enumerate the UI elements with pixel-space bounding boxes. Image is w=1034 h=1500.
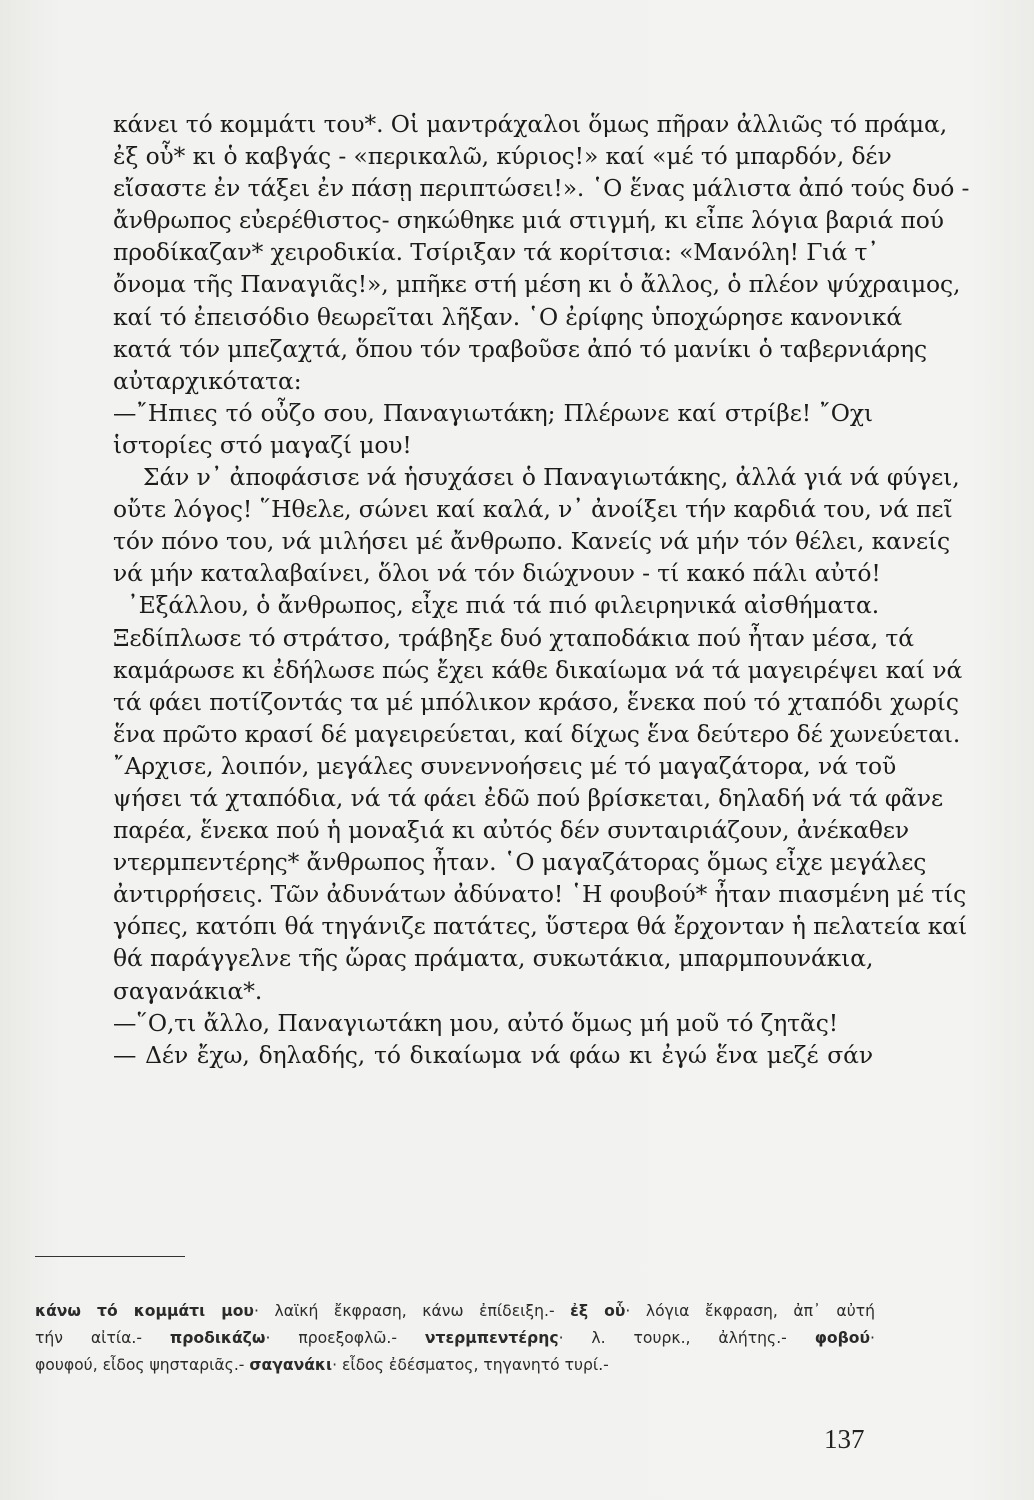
text-line: εἴσαστε ἐν τάξει ἐν πάσῃ περιπτώσει!». ῾Ο ἕνας μάλιστα ἀπό τούς δυό -: [113, 174, 970, 203]
main-text: [113, 108, 970, 1071]
text-line: θά παράγγελνε τῆς ὥρας πράματα, συκωτάκια, μπαρμπουνάκια,: [113, 944, 874, 973]
text-line: οὔτε λόγος! ῞Ηθελε, σώνει καί καλά, ν᾽ ἀνοίξει τήν καρδιά του, νά πεῖ: [113, 495, 953, 524]
footnote-definition: τήν αἰτία.-: [35, 1329, 170, 1347]
footnote-definition: ·: [870, 1329, 875, 1347]
text-line: ἱστορίες στό μαγαζί μου!: [113, 430, 412, 459]
text-line: κατά τόν μπεζαχτά, ὅπου τόν τραβοῦσε ἀπό τό μανίκι ὁ ταβερνιάρης: [113, 334, 927, 363]
text-line: ἕνα πρῶτο κρασί δέ μαγειρεύεται, καί δίχως ἕνα δεύτερο δέ χωνεύεται.: [113, 719, 961, 748]
footnote-line: [35, 1325, 875, 1352]
footnote-definition: · λαϊκή ἔκφραση, κάνω ἐπίδειξη.-: [253, 1302, 571, 1320]
footnote-term: κάνω τό κομμάτι μου: [35, 1302, 254, 1320]
footnote-definition: · εἶδος ἐδέσματος, τηγανητό τυρί.-: [332, 1356, 609, 1374]
footnote-divider: [35, 1256, 185, 1257]
text-line: ἐξ οὗ* κι ὁ καβγάς - «περικαλῶ, κύριος!» καί «μέ τό μπαρδόν, δέν: [113, 142, 892, 171]
footnote-term: προδικάζω: [169, 1329, 266, 1347]
footnote-definition: · λ. τουρκ., ἀλήτης.-: [558, 1329, 815, 1347]
text-line: καμάρωσε κι ἐδήλωσε πώς ἔχει κάθε δικαίωμα νά τά μαγειρέψει καί νά: [113, 655, 963, 684]
text-line: γόπες, κατόπι θά τηγάνιζε πατάτες, ὕστερα θά ἔρχονταν ἡ πελατεία καί: [113, 912, 968, 941]
paragraph-start-line: Σάν ν᾽ ἀποφάσισε νά ἡσυχάσει ὁ Παναγιωτάκης, ἀλλά γιά νά φύγει,: [143, 463, 960, 492]
footnote-line: [35, 1298, 875, 1325]
text-line: ἀντιρρήσεις. Τῶν ἀδυνάτων ἀδύνατο! ῾Η φουβού* ἦταν πιασμένη μέ τίς: [113, 880, 967, 909]
text-line: κάνει τό κομμάτι του*. Οἱ μαντράχαλοι ὅμως πῆραν ἀλλιῶς τό πράμα,: [113, 110, 948, 138]
text-line: Ξεδίπλωσε τό στράτσο, τράβηξε δυό χταποδάκια πού ἦταν μέσα, τά: [113, 623, 914, 652]
footnote-term: ντερμπεντέρης: [424, 1329, 559, 1347]
text-line: καί τό ἐπεισόδιο θεωρεῖται λῆξαν. ῾Ο ἐρίφης ὑποχώρησε κανονικά: [113, 302, 903, 331]
footnote-definition: · προεξοφλῶ.-: [265, 1329, 425, 1347]
dialogue-line: —῎Ηπιες τό οὖζο σου, Παναγιωτάκη; Πλέρωνε καί στρίβε! ῎Οχι: [113, 398, 873, 427]
text-line: τόν πόνο του, νά μιλήσει μέ ἄνθρωπο. Κανείς νά μήν τόν θέλει, κανείς: [113, 527, 951, 556]
text-line: ὄνομα τῆς Παναγιᾶς!», μπῆκε στή μέση κι ὁ ἄλλος, ὁ πλέον ψύχραιμος,: [113, 270, 961, 299]
text-line: τά φάει ποτίζοντάς τα μέ μπόλικον κράσο, ἕνεκα πού τό χταπόδι χωρίς: [113, 687, 959, 716]
text-line: αὐταρχικότατα:: [113, 366, 302, 395]
text-line: παρέα, ἕνεκα πού ἡ μοναξιά κι αὐτός δέν συνταιριάζουν, ἀνέκαθεν: [113, 816, 910, 845]
text-line: ψήσει τά χταπόδια, νά τά φάει ἐδῶ πού βρίσκεται, δηλαδή νά τά φᾶνε: [113, 783, 943, 812]
page-number: 137: [824, 1424, 865, 1454]
footnote-definition: φουφού, εἶδος ψησταριᾶς.-: [35, 1356, 250, 1374]
text-line: ῎Αρχισε, λοιπόν, μεγάλες συνεννοήσεις μέ τό μαγαζάτορα, νά τοῦ: [113, 751, 897, 780]
footnote-line: [35, 1352, 875, 1379]
text-line: ντερμπεντέρης* ἄνθρωπος ἦταν. ῾Ο μαγαζάτορας ὅμως εἶχε μεγάλες: [113, 848, 927, 877]
text-line: ἄνθρωπος εὐερέθιστος- σηκώθηκε μιά στιγμή, κι εἶπε λόγια βαριά πού: [113, 206, 944, 235]
dialogue-line: —῞Ο,τι ἄλλο, Παναγιωτάκη μου, αὐτό ὅμως μή μοῦ τό ζητᾶς!: [113, 1008, 838, 1037]
footnote-definition: · λόγια ἔκφραση, ἀπ᾽ αὐτή: [625, 1302, 875, 1320]
text-line: προδίκαζαν* χειροδικία. Τσίριξαν τά κορίτσια: «Μανόλη! Γιά τ᾽: [113, 238, 879, 267]
footnote-term: φοβού: [814, 1329, 871, 1347]
text-line: νά μήν καταλαβαίνει, ὅλοι νά τόν διώχνουν - τί κακό πάλι αὐτό!: [113, 559, 881, 588]
footnote-term: ἐξ οὗ: [570, 1302, 626, 1320]
paragraph-start-line: ᾽Εξάλλου, ὁ ἄνθρωπος, εἶχε πιά τά πιό φιλειρηνικά αἰσθήματα.: [127, 591, 880, 620]
dialogue-line: — Δέν ἔχω, δηλαδής, τό δικαίωμα νά φάω κι ἐγώ ἕνα μεζέ σάν: [113, 1040, 873, 1069]
footnotes: [35, 1298, 875, 1379]
footnote-term: σαγανάκι: [249, 1356, 333, 1374]
text-line: σαγανάκια*.: [113, 976, 263, 1005]
